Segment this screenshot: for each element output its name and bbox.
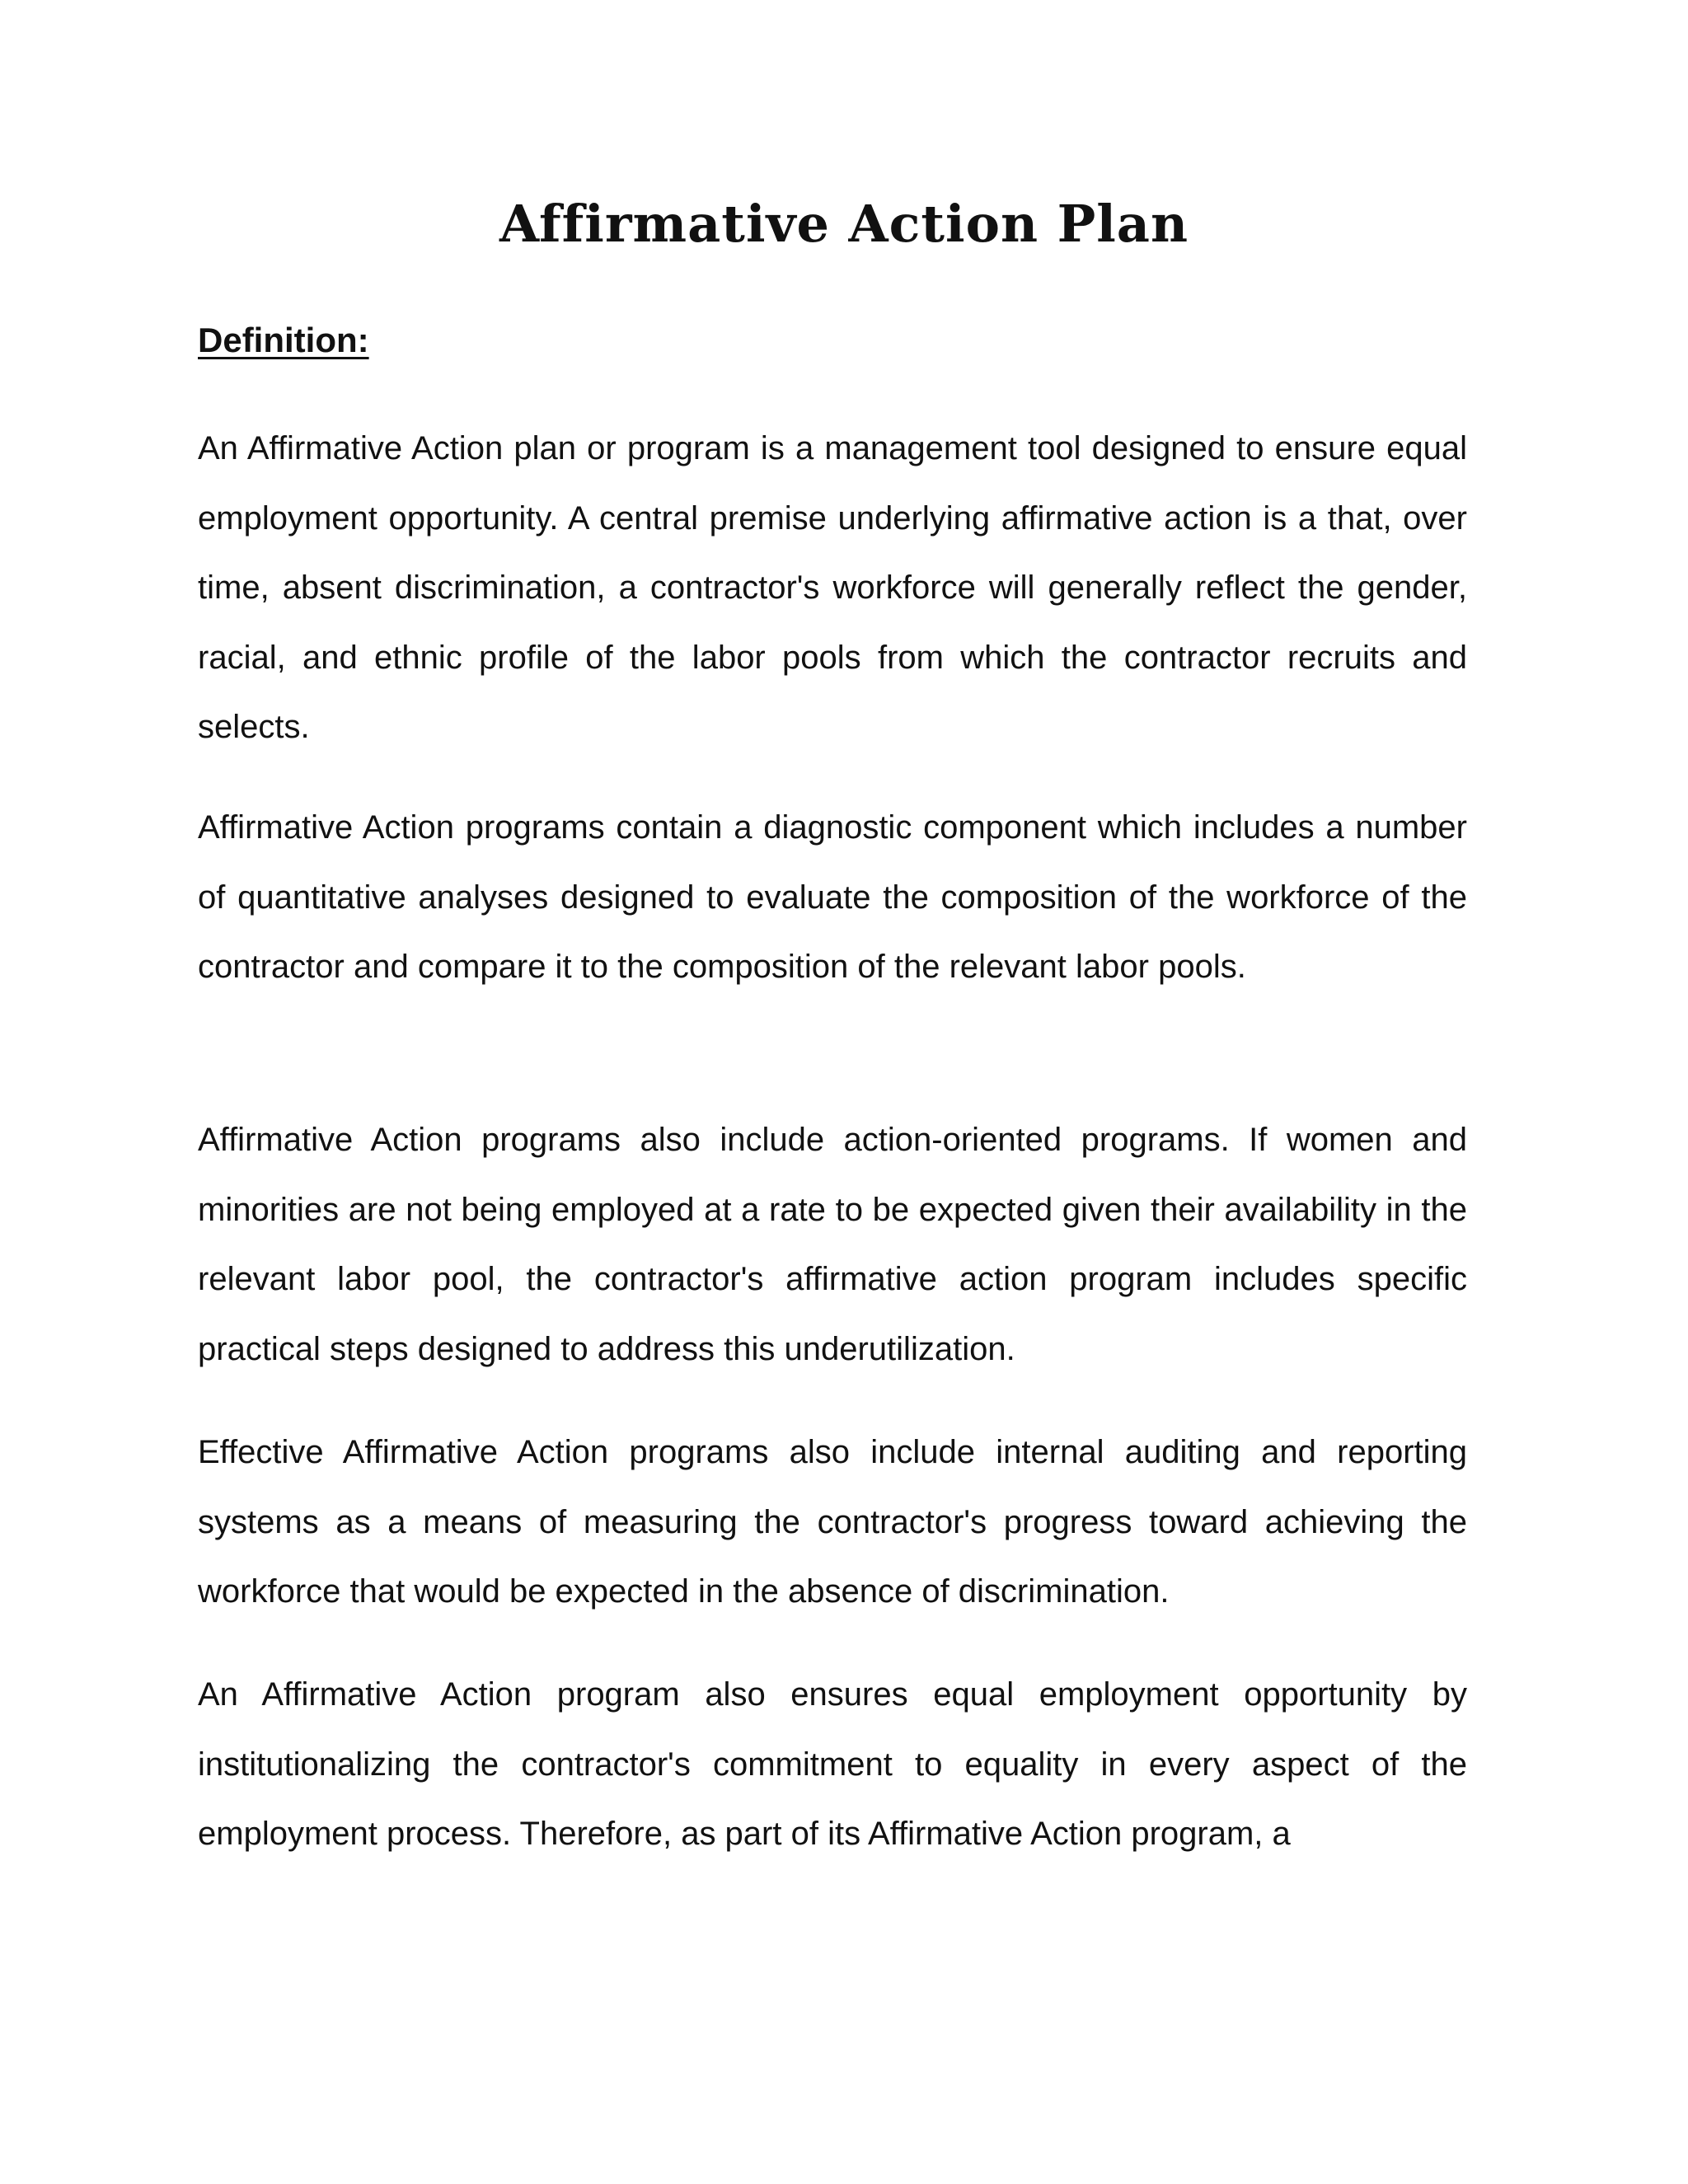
paragraph-3: Affirmative Action programs also include action-oriented programs. If women and minorities are not being employed at a rate to be expected given their availability in the relevant labor pool, the contractor's affirmative action program includes specific practical steps designed to address this underutilization. — [198, 1122, 1467, 1367]
paragraph-2: Affirmative Action programs contain a diagnostic component which includes a number of quantitative analyses designed to evaluate the composition of the workforce of the contractor and compare it to the composition of the relevant labor pools. — [198, 809, 1467, 985]
paragraph-1: An Affirmative Action plan or program is a management tool designed to ensure equal employment opportunity. A central premise underlying affirmative action is a that, over time, absent discrimination, a contractor's workforce will generally reflect the gender, racial, and ethnic profile of the labor pools from which the contractor recruits and selects. — [198, 430, 1467, 745]
paragraph-5: An Affirmative Action program also ensures equal employment opportunity by institutionalizing the contractor's commitment to equality in every aspect of the employment process. Therefore, as part of its Affirmative Action program, a — [198, 1676, 1467, 1852]
document-title: Affirmative Action Plan — [499, 194, 1189, 254]
paragraph-4: Effective Affirmative Action programs also include internal auditing and reporting systems as a means of measuring the contractor's progress toward achieving the workforce that would be expected in the absence of discrimination. — [198, 1434, 1467, 1610]
section-heading-definition: Definition: — [198, 321, 369, 359]
